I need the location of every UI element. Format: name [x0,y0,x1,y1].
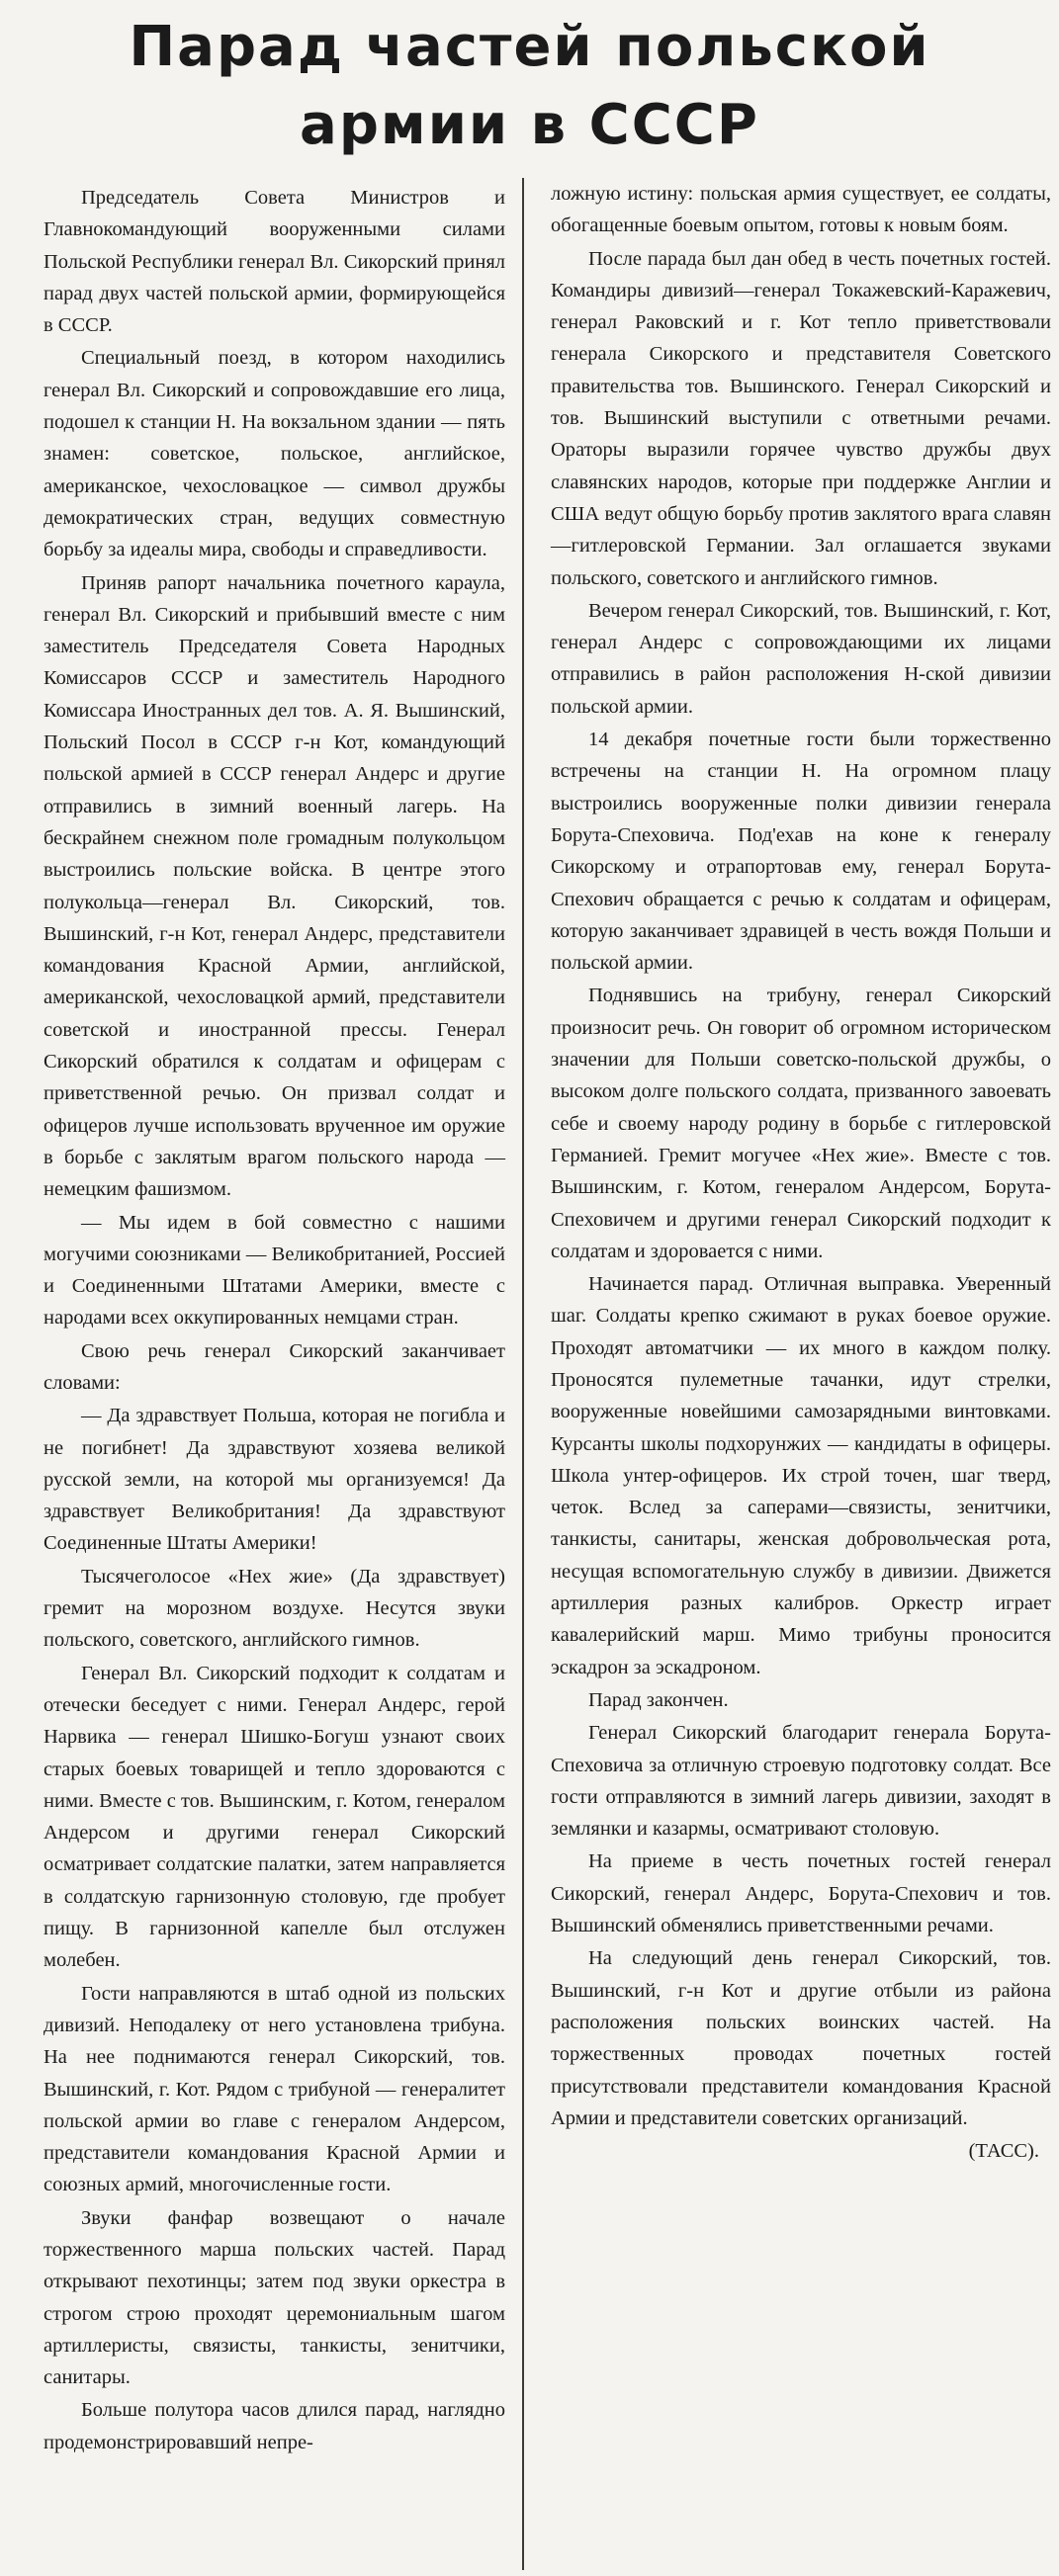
paragraph: На приеме в честь почетных гостей генерал Сикорский, генерал Андерс, Борута-Спехович и тов. Вышинский обменялись приветственными речами. [551,1850,1051,1937]
headline [8,0,1051,176]
article-body [8,178,1051,2570]
paragraph: Генерал Вл. Сикорский подходит к солдатам и отечески беседует с ними. Генерал Андерс, герой Нарвика — генерал Шишко-Богуш узнают своих старых боевых товарищей и тепло здороваются с ними. Вместе с тов. Вышинским, г. Котом, генералом Андерсом и другими генерал Сикорский осматривает солдатские палатки, затем направляется в солдатскую гарнизонную столовую, где пробует пищу. В гарнизонной капелле был отслужен молебен. [44,1662,505,1972]
paragraph: После парада был дан обед в честь почетных гостей. Командиры дивизий—генерал Токажевский-Каражевич, генерал Раковский и г. Кот тепло приветствовали генерала Сикорского и представителя Советского правительства тов. Вышинского. Генерал Сикорский и тов. Вышинский выступили с ответными речами. Ораторы выразили горячее чувство дружбы двух славянских народов, которые при поддержке Англии и США ведут общую борьбу против заклятого врага славян—гитлеровской Германии. Зал оглашается звуками польского, советского и английского гимнов. [551,247,1051,589]
left-column [8,178,517,2570]
headline-line-1: Парад частей польской [129,15,930,79]
paragraph: Поднявшись на трибуну, генерал Сикорский произносит речь. Он говорит об огромном историческом значении для Польши советско-польской дружбы, о высоком долге польского солдата, призванного завоевать себе и своему народу родину в борьбе с гитлеровской Германией. Гремит могучее «Нех жие». Вместе с тов. Вышинским, г. Котом, генералом Андерсом, Борута-Спеховичем и другими генерал Сикорский подходит к солдатам и здоровается с ними. [551,985,1051,1262]
news-agency-credit: (ТАСС). [968,2140,1039,2163]
paragraph: — Мы идем в бой совместно с нашими могучими союзниками — Великобританией, Россией и Соединенными Штатами Америки, вместе с народами всех оккупированных немцами стран. [44,1211,505,1330]
paragraph: Больше полутора часов длился парад, наглядно продемонстрировавший непре- [44,2399,505,2453]
paragraph: Приняв рапорт начальника почетного караула, генерал Вл. Сикорский и прибывший вместе с ним заместитель Председателя Совета Народных Комиссаров СССР и заместитель Народного Комиссара Иностранных дел тов. А. Я. Вышинский, Польский Посол в СССР г-н Кот, командующий польской армией в СССР генерал Андерс и другие отправились в зимний военный лагерь. На бескрайнем снежном поле громадным полукольцом выстроились польские войска. В центре этого полукольца—генерал Вл. Сикорский, тов. Вышинский, г-н Кот, генерал Андерс, представители командования Красной Армии, английской, американской, чехословацкой армий, представители советской и иностранной прессы. Генерал Сикорский обратился к солдатам и офицерам с приветственной речью. Он призвал солдат и офицеров лучше использовать врученное им оружие в борьбе с заклятым врагом польского народа — немецким фашизмом. [44,571,505,1201]
paragraph: Звуки фанфар возвещают о начале торжественного марша польских частей. Парад открывают пехотинцы; затем под звуки оркестра в строгом строю проходят церемониальным шагом артиллеристы, связисты, танкисты, зенитчики, санитары. [44,2206,505,2389]
right-column [523,178,1051,2570]
paragraph: Генерал Сикорский благодарит генерала Борута-Спеховича за отличную строевую подготовку солдат. Все гости отправляются в зимний лагерь дивизии, заходят в землянки и казармы, осматривают столовую. [551,1722,1051,1841]
paragraph: Тысячеголосое «Нех жие» (Да здравствует) гремит на морозном воздухе. Несутся звуки польского, советского, английского гимнов. [44,1565,505,1652]
paragraph-continuation: ложную истину: польская армия существует, ее солдаты, обогащенные боевым опытом, готовы к новым боям. [551,183,1051,237]
paragraph: Председатель Совета Министров и Главнокомандующий вооруженными силами Польской Республики генерал Вл. Сикорский принял парад двух частей польской армии, формирующейся в СССР. [44,187,505,337]
paragraph: Начинается парад. Отличная выправка. Уверенный шаг. Солдаты крепко сжимают в руках боевое оружие. Проходят автоматчики — их много в каждом полку. Проносятся пулеметные тачанки, идут стрелки, вооруженные новейшими самозарядными винтовками. Курсанты школы подхорунжих — кандидаты в офицеры. Школа унтер-офицеров. Их строй точен, шаг тверд, четок. Вслед за саперами—связисты, зенитчики, танкисты, санитары, женская добровольческая рота, несущая вспомогательную службу в дивизии. Движется артиллерия разных калибров. Оркестр играет кавалерийский марш. Мимо трибуны проносится эскадрон за эскадроном. [551,1273,1051,1678]
paragraph: Специальный поезд, в котором находились генерал Вл. Сикорский и сопровождавшие его лица, подошел к станции Н. На вокзальном здании — пять знамен: советское, польское, английское, американское, чехословацкое — символ дружбы демократических стран, ведущих совместную борьбу за идеалы мира, свободы и справедливости. [44,347,505,561]
paragraph: Гости направляются в штаб одной из польских дивизий. Неподалеку от него установлена трибуна. На нее поднимаются генерал Сикорский, тов. Вышинский, г. Кот. Рядом с трибуной — генералитет польской армии во главе с генералом Андерсом, представители командования Красной Армии и союзных армий, многочисленные гости. [44,1982,505,2196]
paragraph: Свою речь генерал Сикорский заканчивает словами: [44,1339,505,1394]
paragraph: На следующий день генерал Сикорский, тов. Вышинский, г-н Кот и другие отбыли из района расположения польских воинских частей. На торжественных проводах почетных гостей присутствовали представители командования Красной Армии и представители советских организаций. [551,1947,1051,2129]
paragraph: Парад закончен. [588,1688,729,1711]
paragraph: 14 декабря почетные гости были торжественно встречены на станции Н. На огромном плацу выстроились вооруженные полки дивизии генерала Борута-Спеховича. Под'ехав на коне к генералу Сикорскому и отрапортовав ему, генерал Борута-Спехович обращается с речью к солдатам и офицерам, которую заканчивает здравицей в честь вождя Польши и польской армии. [551,729,1051,975]
paragraph: — Да здравствует Польша, которая не погибла и не погибнет! Да здравствуют хозяева великой русской земли, на которой мы организуемся! Да здравствует Великобритания! Да здравствуют Соединенные Штаты Америки! [44,1405,505,1555]
headline-line-2: армии в СССР [300,93,759,157]
paragraph: Вечером генерал Сикорский, тов. Вышинский, г. Кот, генерал Андерс с сопровождающими их лицами отправились в район расположения Н-ской дивизии польской армии. [551,599,1051,718]
